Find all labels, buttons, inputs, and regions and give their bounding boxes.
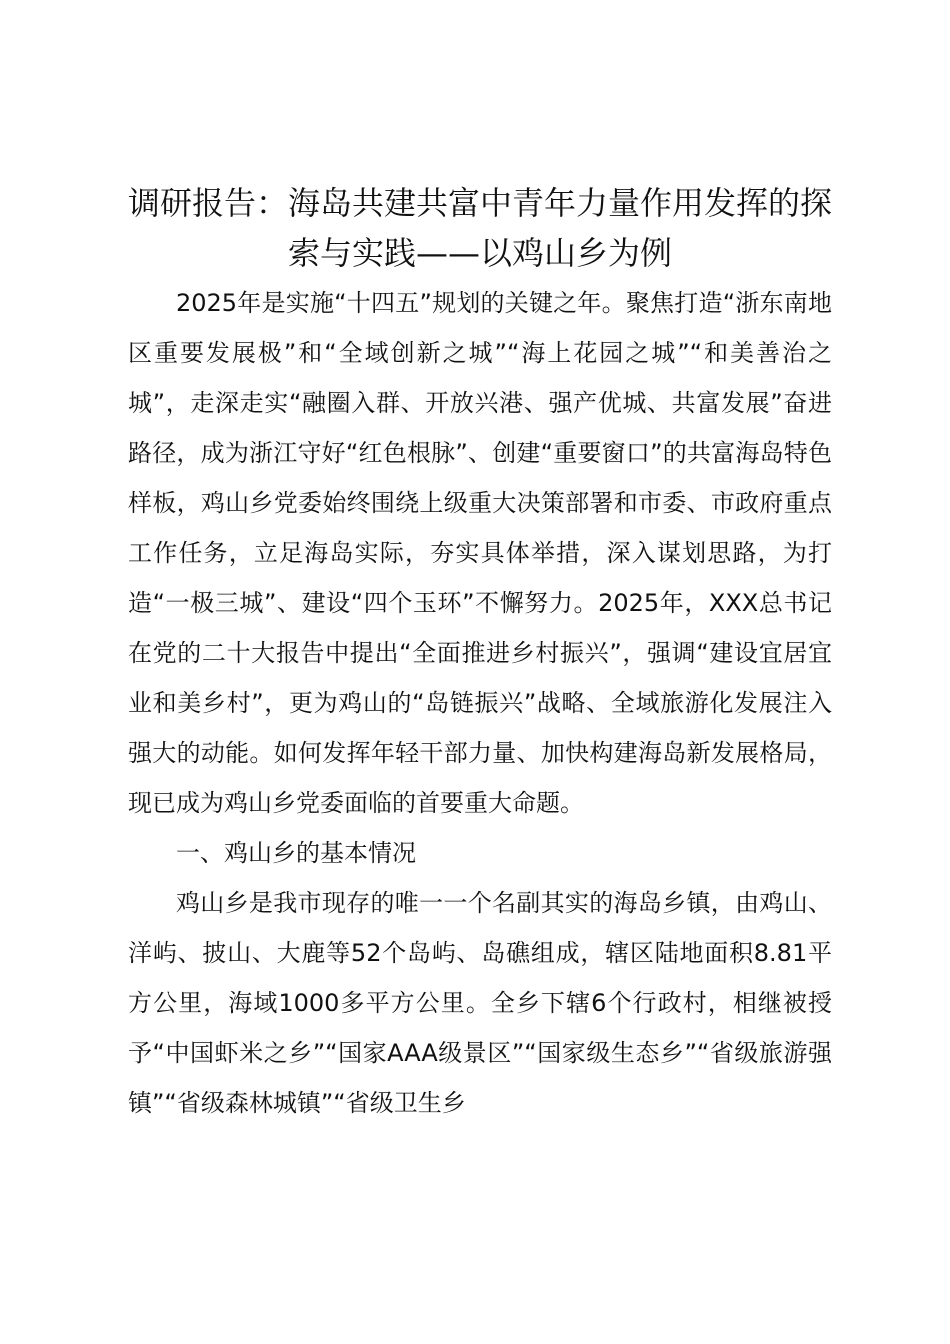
document-body [128,178,832,1128]
document-title: 调研报告：海岛共建共富中青年力量作用发挥的探索与实践——以鸡山乡为例 [128,184,833,272]
section-heading-basic-info: 一、鸡山乡的基本情况 [176,839,416,867]
paragraph-intro: 2025年是实施“十四五”规划的关键之年。聚焦打造“浙东南地区重要发展极”和“全域创新之城”“海上花园之城”“和美善治之城”，走深走实“融圈入群、开放兴港、强产优城、共富发展”奋进路径，成为浙江守好“红色根脉”、创建“重要窗口”的共富海岛特色样板，鸡山乡党委始终围绕上级重大决策部署和市委、市政府重点工作任务，立足海岛实际，夯实具体举措，深入谋划思路，为打造“一极三城”、建设“四个玉环”不懈努力。2025年，XXX总书记在党的二十大报告中提出“全面推进乡村振兴”，强调“建设宜居宜业和美乡村”，更为鸡山的“岛链振兴”战略、全域旅游化发展注入强大的动能。如何发挥年轻干部力量、加快构建海岛新发展格局，现已成为鸡山乡党委面临的首要重大命题。 [128,289,832,817]
paragraph-basic-info: 鸡山乡是我市现存的唯一一个名副其实的海岛乡镇，由鸡山、洋屿、披山、大鹿等52个岛屿、岛礁组成，辖区陆地面积8.81平方公里，海域1000多平方公里。全乡下辖6个行政村，相继被授予“中国虾米之乡”“国家AAA级景区”“国家级生态乡”“省级旅游强镇”“省级森林城镇”“省级卫生乡 [128,889,832,1117]
